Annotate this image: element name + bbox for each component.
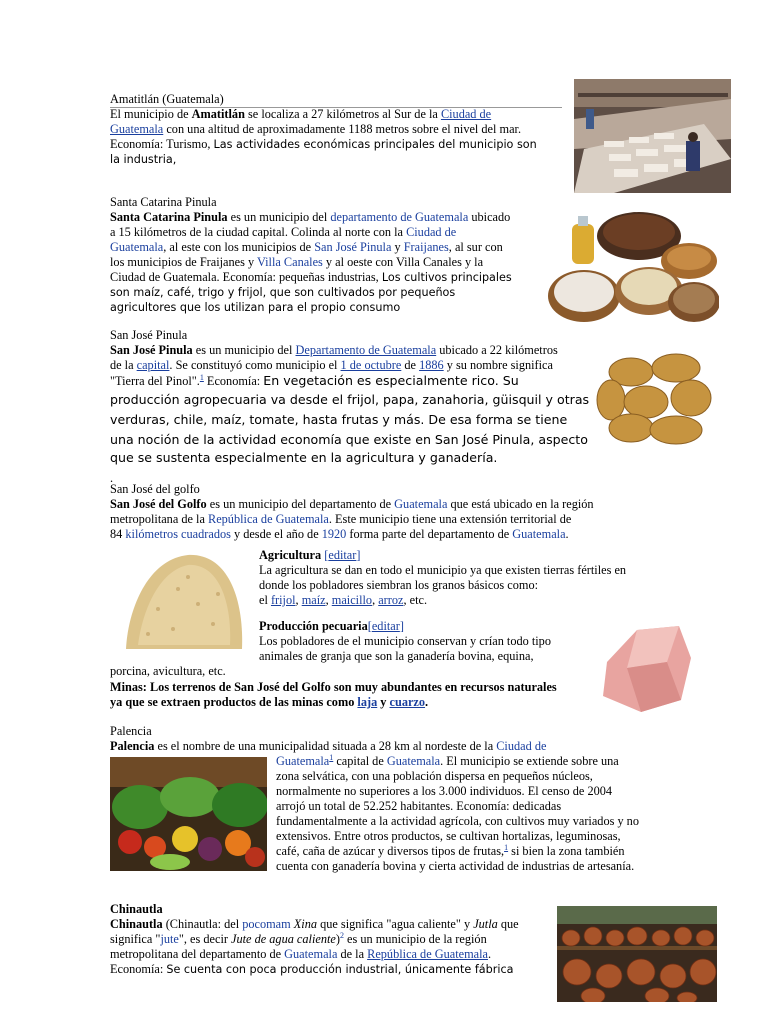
rice-photo <box>118 549 248 659</box>
link-1920[interactable]: 1920 <box>321 527 347 541</box>
footnote-link[interactable]: 2 <box>339 930 344 940</box>
potatoes-photo <box>596 350 718 447</box>
livestock-heading: Producción pecuaria <box>259 619 368 633</box>
link-republica-guatemala[interactable]: República de Guatemala <box>208 512 329 526</box>
link-guatemala[interactable]: Guatemala <box>110 240 164 254</box>
edit-link[interactable]: editar <box>328 548 357 562</box>
edit-link[interactable]: editar <box>371 619 400 633</box>
link-republica-guatemala[interactable]: República de Guatemala <box>367 947 488 961</box>
link-frijol[interactable]: frijol <box>270 593 296 607</box>
link-cuarzo[interactable]: cuarzo <box>389 695 426 709</box>
link-pocomam[interactable]: pocomam <box>242 917 291 931</box>
section-title: Santa Catarina Pinula <box>110 195 217 209</box>
section-title: San José del golfo <box>110 482 200 496</box>
pottery-photo <box>557 906 717 1002</box>
link-san-jose-pinula[interactable]: San José Pinula <box>314 240 392 254</box>
link-maiz[interactable]: maíz <box>301 593 326 607</box>
section-title: Chinautla <box>110 902 163 916</box>
section-title: Amatitlán (Guatemala) <box>110 92 224 106</box>
link-guatemala[interactable]: Guatemala <box>394 497 448 511</box>
link-departamento-guatemala[interactable]: Departamento de Guatemala <box>295 343 437 357</box>
link-ciudad-guatemala[interactable]: Ciudad de <box>496 739 547 753</box>
link-guatemala[interactable]: Guatemala <box>110 122 164 136</box>
link-guatemala[interactable]: Guatemala <box>276 754 330 768</box>
link-arroz[interactable]: arroz <box>378 593 404 607</box>
vegetables-photo <box>110 757 267 871</box>
link-ciudad-guatemala[interactable]: Ciudad de <box>440 107 492 121</box>
link-1886[interactable]: 1886 <box>419 358 444 372</box>
footnote-link[interactable]: 1 <box>199 372 204 382</box>
link-1-octubre[interactable]: 1 de octubre <box>340 358 402 372</box>
grains-photo <box>544 206 719 327</box>
link-maicillo[interactable]: maicillo <box>331 593 373 607</box>
link-villa-canales[interactable]: Villa Canales <box>256 255 323 269</box>
link-laja[interactable]: laja <box>357 695 378 709</box>
link-capital[interactable]: capital <box>136 358 170 372</box>
link-guatemala-2[interactable]: Guatemala <box>386 754 441 768</box>
quartz-photo <box>597 622 693 716</box>
section-title: Palencia <box>110 724 152 738</box>
section-title: San José Pinula <box>110 328 188 342</box>
link-guatemala[interactable]: Guatemala <box>284 947 338 961</box>
link-km-cuadrados[interactable]: kilómetros cuadrados <box>125 527 231 541</box>
footnote-link[interactable]: 1 <box>504 842 509 852</box>
agriculture-heading: Agricultura <box>259 548 322 562</box>
link-guatemala-2[interactable]: Guatemala <box>512 527 566 541</box>
link-jute[interactable]: jute <box>160 932 179 946</box>
footnote-link[interactable]: 1 <box>329 752 334 762</box>
link-ciudad-guatemala[interactable]: Ciudad de <box>406 225 457 239</box>
link-fraijanes[interactable]: Fraijanes <box>403 240 449 254</box>
factory-photo <box>574 79 731 193</box>
link-departamento-guatemala[interactable]: departamento de Guatemala <box>330 210 469 224</box>
